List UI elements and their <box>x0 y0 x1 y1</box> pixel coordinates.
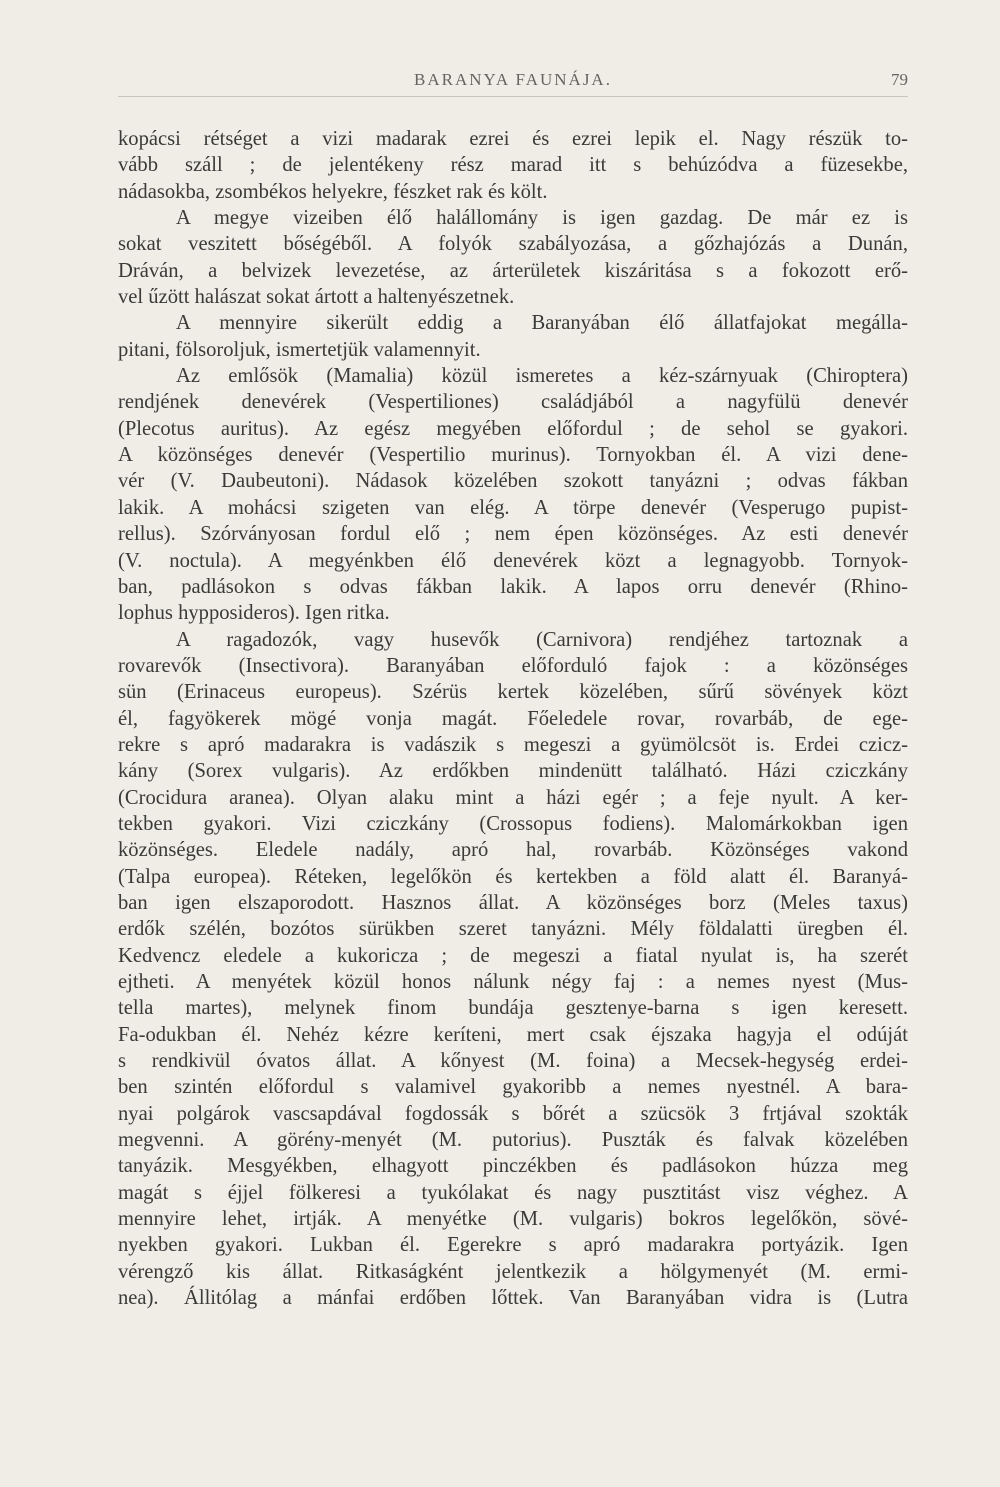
text-line: nea). Állitólag a mánfai erdőben lőttek. Van Baranyában vidra is (Lutra <box>118 1287 908 1310</box>
text-line: A megye vizeiben élő halállomány is igen gazdag. De már ez is <box>176 207 908 230</box>
text-line: ben szintén előfordul s valamivel gyakoribb a nemes nyestnél. A bara- <box>118 1076 908 1099</box>
text-line: (Talpa europea). Réteken, legelőkön és kertekben a föld alatt él. Baranyá- <box>118 865 908 888</box>
text-line: lakik. A mohácsi szigeten van elég. A törpe denevér (Vesperugo pupist- <box>118 496 908 519</box>
text-line: ejtheti. A menyétek közül honos nálunk négy faj : a nemes nyest (Mus- <box>118 971 908 993</box>
text-line: sokat veszitett bőségéből. A folyók szabályozása, a gőzhajózás a Dunán, <box>118 233 908 256</box>
text-line: magát s éjjel fölkeresi a tyukólakat és nagy pusztitást visz véghez. A <box>118 1181 908 1204</box>
text-line: megvenni. A görény-menyét (M. putorius). Puszták és falvak közelében <box>118 1129 908 1152</box>
text-line: vább száll ; de jelentékeny rész marad itt s behúzódva a füzesekbe, <box>118 154 908 177</box>
text-line: rendjének denevérek (Vespertiliones) családjából a nagyfülü denevér <box>118 391 908 414</box>
text-line: él, fagyökerek mögé vonja magát. Főeledele rovar, rovarbáb, de ege- <box>118 707 908 730</box>
text-line: tella martes), melynek finom bundája gesztenye-barna s igen keresett. <box>118 997 908 1020</box>
running-title: BARANYA FAUNÁJA. <box>414 70 612 89</box>
text-line: kány (Sorex vulgaris). Az erdőkben mindenütt található. Házi cziczkány <box>118 760 908 783</box>
text-line: rekre s apró madarakra is vadászik s megeszi a gyümölcsöt is. Erdei czicz- <box>118 733 908 756</box>
text-line: nyai polgárok vascsapdával fogdossák s bőrét a szücsök 3 frtjával szokták <box>118 1102 908 1125</box>
text-line: (V. noctula). A megyénkben élő denevérek közt a legnagyobb. Tornyok- <box>118 549 908 572</box>
running-header <box>118 66 908 97</box>
body-text <box>118 126 908 1311</box>
text-line: pitani, fölsoroljuk, ismertetjük valamennyit. <box>118 338 481 361</box>
text-line: (Plecotus auritus). Az egész megyében előfordul ; de sehol se gyakori. <box>118 417 908 440</box>
text-line: A mennyire sikerült eddig a Baranyában élő állatfajokat megálla- <box>176 312 908 335</box>
text-line: ban igen elszaporodott. Hasznos állat. A közönséges borz (Meles taxus) <box>118 891 908 914</box>
text-line: s rendkivül óvatos állat. A kőnyest (M. foina) a Mecsek-hegység erdei- <box>118 1050 908 1073</box>
page-number: 79 <box>891 70 908 89</box>
text-line: Kedvencz eledele a kukoricza ; de megeszi a fiatal nyulat is, ha szerét <box>118 944 908 967</box>
text-line: A ragadozók, vagy husevők (Carnivora) rendjéhez tartoznak a <box>176 628 908 651</box>
text-line: kopácsi rétséget a vizi madarak ezrei és ezrei lepik el. Nagy részük to- <box>118 128 908 150</box>
text-line: közönséges. Eledele nadály, apró hal, rovarbáb. Közönséges vakond <box>118 839 908 862</box>
text-line: sün (Erinaceus europeus). Szérüs kertek közelében, sűrű sövények közt <box>118 681 908 704</box>
text-line: vérengző kis állat. Ritkaságként jelentkezik a hölgymenyét (M. ermi- <box>118 1260 908 1283</box>
text-line: tekben gyakori. Vizi cziczkány (Crossopus fodiens). Malomárkokban igen <box>118 812 908 835</box>
text-line: ban, padlásokon s odvas fákban lakik. A lapos orru denevér (Rhino- <box>118 575 908 598</box>
text-line: Az emlősök (Mamalia) közül ismeretes a kéz-szárnyuak (Chiroptera) <box>176 365 908 388</box>
text-line: mennyire lehet, irtják. A menyétke (M. vulgaris) bokros legelőkön, sövé- <box>118 1208 908 1231</box>
text-line: nyekben gyakori. Lukban él. Egerekre s apró madarakra portyázik. Igen <box>118 1234 908 1257</box>
text-line: tanyázik. Mesgyékben, elhagyott pinczékben és padlásokon húzza meg <box>118 1155 908 1178</box>
text-line: erdők szélén, bozótos sürükben szeret tanyázni. Mély földalatti üregben él. <box>118 918 908 941</box>
text-line: Fa-odukban él. Nehéz kézre keríteni, mert csak éjszaka hagyja el odúját <box>118 1023 908 1046</box>
text-line: rellus). Szórványosan fordul elő ; nem épen közönséges. Az esti denevér <box>118 523 908 546</box>
text-line: (Crocidura aranea). Olyan alaku mint a házi egér ; a feje nyult. A ker- <box>118 786 908 809</box>
text-line: Dráván, a belvizek levezetése, az árterületek kiszáritása s a fokozott erő- <box>118 259 908 282</box>
text-line: A közönséges denevér (Vespertilio murinus). Tornyokban él. A vizi dene- <box>118 444 908 467</box>
text-line: vel űzött halászat sokat ártott a haltenyészetnek. <box>118 286 515 309</box>
text-line: rovarevők (Insectivora). Baranyában előforduló fajok : a közönséges <box>118 654 908 677</box>
text-line: lophus hypposideros). Igen ritka. <box>118 602 390 625</box>
text-line: nádasokba, zsombékos helyekre, fészket rak és költ. <box>118 180 548 203</box>
text-line: vér (V. Daubeutoni). Nádasok közelében szokott tanyázni ; odvas fákban <box>118 470 908 493</box>
